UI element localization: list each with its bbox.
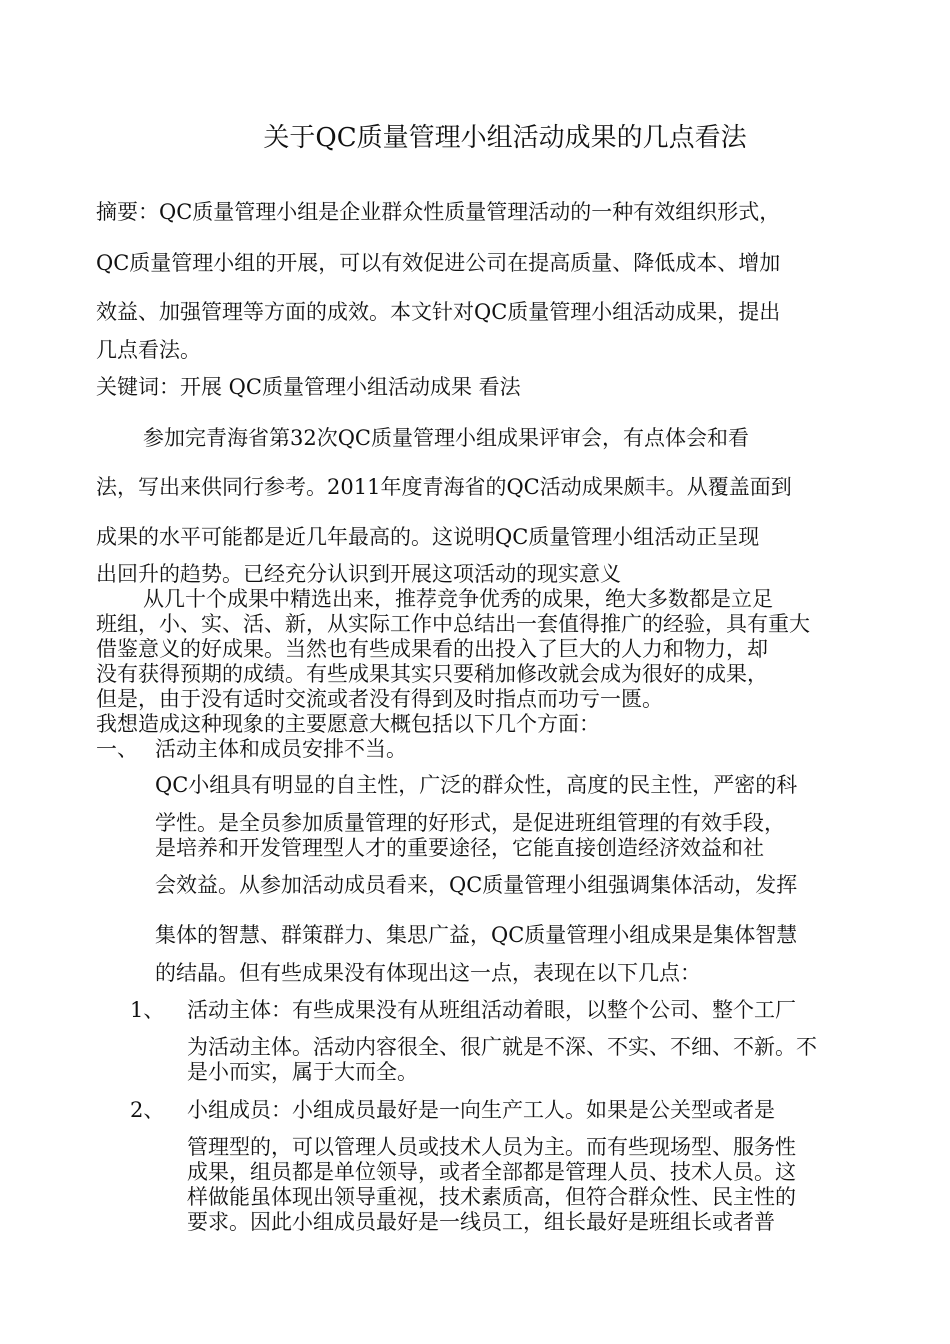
section-line: QC小组具有明显的自主性，广泛的群众性，高度的民主性，严密的科 xyxy=(155,773,798,797)
paragraph-line: 从几十个成果中精选出来，推荐竞争优秀的成果，绝大多数都是立足 xyxy=(143,587,773,611)
item-line: 样做能虽体现出领导重视，技术素质高，但符合群众性、民主性的 xyxy=(187,1185,796,1209)
abstract-line: 效益、加强管理等方面的成效。本文针对QC质量管理小组活动成果，提出 xyxy=(96,300,781,324)
section-line: 会效益。从参加活动成员看来，QC质量管理小组强调集体活动，发挥 xyxy=(155,873,798,897)
section-line: 学性。是全员参加质量管理的好形式，是促进班组管理的有效手段， xyxy=(155,811,785,835)
item-line: 要求。因此小组成员最好是一线员工，组长最好是班组长或者普 xyxy=(187,1210,775,1234)
item-line: 为活动主体。活动内容很全、很广就是不深、不实、不细、不新。不 xyxy=(187,1035,817,1059)
keywords-line: 关键词：开展 QC质量管理小组活动成果 看法 xyxy=(96,375,521,399)
paragraph-line: 没有获得预期的成绩。有些成果其实只要稍加修改就会成为很好的成果， xyxy=(96,662,768,686)
document-title: 关于QC质量管理小组活动成果的几点看法 xyxy=(263,123,747,153)
item-line: 是小而实，属于大而全。 xyxy=(187,1060,418,1084)
intro-line: 出回升的趋势。已经充分认识到开展这项活动的现实意义 xyxy=(96,562,621,586)
item-number: 2、 xyxy=(130,1098,165,1122)
abstract-line: 摘要：QC质量管理小组是企业群众性质量管理活动的一种有效组织形式， xyxy=(96,200,781,224)
section-number: 一、 xyxy=(96,737,138,761)
intro-line: 参加完青海省第32次QC质量管理小组成果评审会，有点体会和看 xyxy=(143,426,750,450)
abstract-line: QC质量管理小组的开展，可以有效促进公司在提高质量、降低成本、增加 xyxy=(96,251,781,275)
item-line: 小组成员：小组成员最好是一向生产工人。如果是公关型或者是 xyxy=(187,1098,775,1122)
item-number: 1、 xyxy=(130,998,165,1022)
section-line: 是培养和开发管理型人才的重要途径，它能直接创造经济效益和社 xyxy=(155,836,764,860)
intro-line: 成果的水平可能都是近几年最高的。这说明QC质量管理小组活动正呈现 xyxy=(96,525,760,549)
paragraph-line: 我想造成这种现象的主要愿意大概包括以下几个方面： xyxy=(96,712,600,736)
section-line: 集体的智慧、群策群力、集思广益，QC质量管理小组成果是集体智慧 xyxy=(155,923,798,947)
paragraph-line: 班组，小、实、活、新，从实际工作中总结出一套值得推广的经验，具有重大 xyxy=(96,612,810,636)
paragraph-line: 但是，由于没有适时交流或者没有得到及时指点而功亏一匮。 xyxy=(96,687,663,711)
item-line: 管理型的，可以管理人员或技术人员为主。而有些现场型、服务性 xyxy=(187,1135,796,1159)
section-heading: 活动主体和成员安排不当。 xyxy=(155,737,407,761)
item-line: 成果，组员都是单位领导，或者全部都是管理人员、技术人员。这 xyxy=(187,1160,796,1184)
item-line: 活动主体：有些成果没有从班组活动着眼，以整个公司、整个工厂 xyxy=(187,998,796,1022)
abstract-line: 几点看法。 xyxy=(96,338,201,362)
paragraph-line: 借鉴意义的好成果。当然也有些成果看的出投入了巨大的人力和物力，却 xyxy=(96,637,768,661)
section-line: 的结晶。但有些成果没有体现出这一点，表现在以下几点： xyxy=(155,961,701,985)
intro-line: 法，写出来供同行参考。2011年度青海省的QC活动成果颇丰。从覆盖面到 xyxy=(96,475,792,499)
